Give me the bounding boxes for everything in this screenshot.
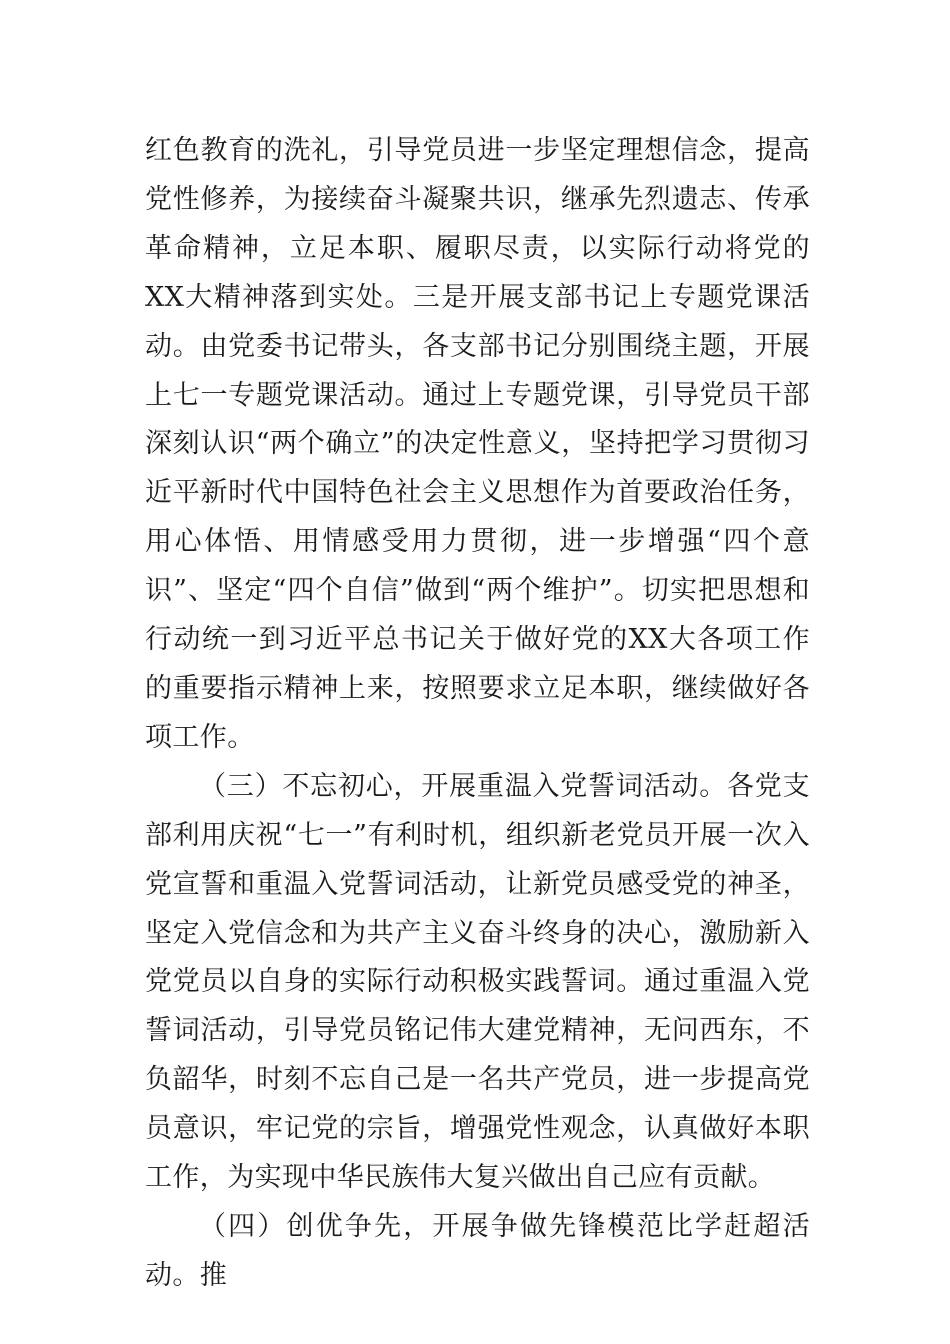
paragraph-section-4: （四）创优争先，开展争做先锋模范比学赶超活动。推 [145,1210,810,1291]
paragraph-continuation: 红色教育的洗礼，引导党员进一步坚定理想信念，提高党性修养，为接续奋斗凝聚共识，继承先烈遗志、传承革命精神，立足本职、履职尽责，以实际行动将党的XX大精神落到实处。三是开展支部书记上专题党课活动。由党委书记带头，各支部书记分别围绕主题，开展上七一专题党课活动。通过上专题党课，引导党员干部深刻认识“两个确立”的决定性意义，坚持把学习贯彻习近平新时代中国特色社会主义思想作为首要政治任务，用心体悟、用情感受用力贯彻，进一步增强“四个意识”、坚定“四个自信”做到“两个维护”。切实把思想和行动统一到习近平总书记关于做好党的XX大各项工作的重要指示精神上来，按照要求立足本职，继续做好各项工作。 [145,135,810,753]
paragraph-section-3: （三）不忘初心，开展重温入党誓词活动。各党支部利用庆祝“七一”有利时机，组织新老党员开展一次入党宣誓和重温入党誓词活动，让新党员感受党的神圣，坚定入党信念和为共产主义奋斗终身的决心，激励新入党党员以自身的实际行动积极实践誓词。通过重温入党誓词活动，引导党员铭记伟大建党精神，无问西东，不负韶华，时刻不忘自己是一名共产党员，进一步提高党员意识，牢记党的宗旨，增强党性观念，认真做好本职工作，为实现中华民族伟大复兴做出自己应有贡献。 [145,770,810,1194]
document-body [145,127,810,1301]
